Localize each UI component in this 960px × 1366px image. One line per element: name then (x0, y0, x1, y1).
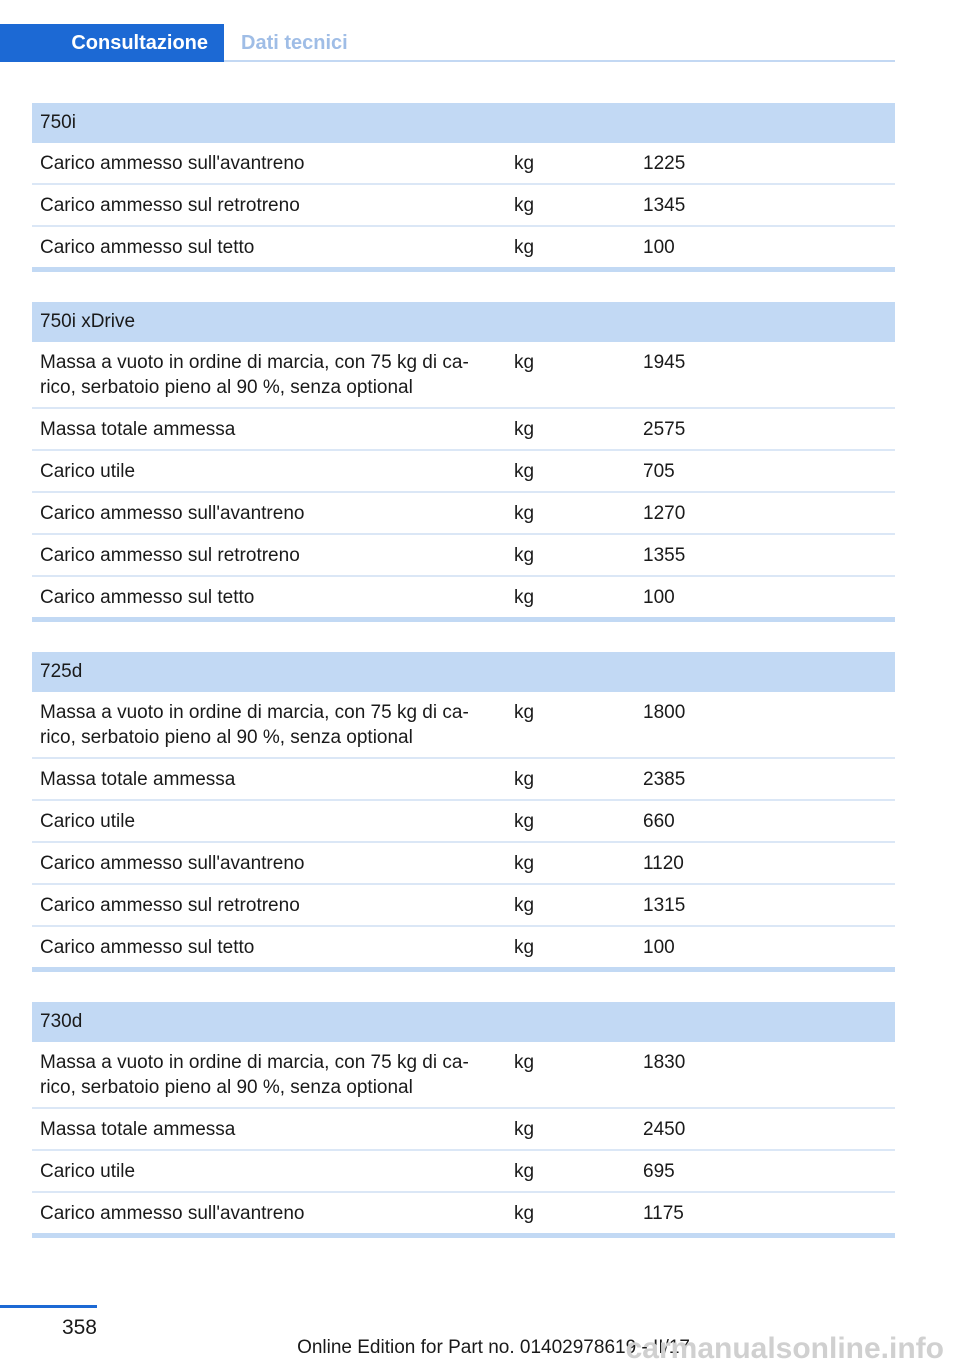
row-label: Carico ammesso sul retrotreno (40, 895, 300, 916)
row-label: Massa totale ammessa (40, 1119, 236, 1140)
row-unit: kg (514, 1203, 535, 1224)
row-unit: kg (514, 937, 535, 958)
row-unit: kg (514, 195, 535, 216)
table-row (32, 885, 895, 927)
row-label: Carico ammesso sul tetto (40, 587, 255, 608)
row-value: 2385 (643, 769, 686, 790)
page-number: 358 (61, 1316, 97, 1339)
spec-table (32, 652, 895, 972)
row-label: Carico ammesso sul tetto (40, 937, 255, 958)
row-value: 100 (643, 937, 675, 958)
row-unit: kg (514, 352, 535, 373)
row-unit: kg (514, 461, 535, 482)
table-row (32, 1109, 895, 1151)
row-label: Carico ammesso sull'avantreno (40, 853, 305, 874)
row-unit: kg (514, 237, 535, 258)
table-row (32, 801, 895, 843)
row-value: 1225 (643, 153, 686, 174)
header-divider (224, 60, 895, 62)
edition-note: Online Edition for Part no. 01402978619 - II/17 (297, 1337, 690, 1358)
table-row (32, 1193, 895, 1238)
row-label: Massa a vuoto in ordine di marcia, con 75 kg di ca‐ rico, serbatoio pieno al 90 %, senza optional (40, 702, 469, 748)
row-unit: kg (514, 503, 535, 524)
footer-divider (0, 1305, 97, 1308)
row-value: 695 (643, 1161, 675, 1182)
row-value: 1175 (643, 1203, 684, 1224)
row-value: 660 (643, 811, 675, 832)
row-label: Carico ammesso sull'avantreno (40, 1203, 305, 1224)
row-unit: kg (514, 1052, 535, 1073)
row-value: 1120 (643, 853, 684, 874)
row-label: Carico utile (40, 1161, 136, 1182)
row-label: Massa totale ammessa (40, 769, 236, 790)
row-unit: kg (514, 811, 535, 832)
table-title: 750i (32, 103, 895, 143)
row-label: Carico ammesso sull'avantreno (40, 503, 305, 524)
table-row (32, 759, 895, 801)
row-label: Carico utile (40, 461, 136, 482)
table-row (32, 535, 895, 577)
table-row (32, 143, 895, 185)
row-unit: kg (514, 1161, 535, 1182)
row-value: 1355 (643, 545, 686, 566)
spec-tables (32, 103, 895, 1268)
row-unit: kg (514, 545, 535, 566)
row-value: 1270 (643, 503, 686, 524)
row-value: 1945 (643, 352, 686, 373)
table-row (32, 227, 895, 272)
row-value: 2575 (643, 419, 686, 440)
row-unit: kg (514, 419, 535, 440)
row-label: Carico ammesso sul retrotreno (40, 545, 300, 566)
row-label: Massa a vuoto in ordine di marcia, con 75 kg di ca‐ rico, serbatoio pieno al 90 %, senza optional (40, 1052, 469, 1098)
row-value: 1315 (643, 895, 686, 916)
tab-consultazione[interactable]: Consultazione (0, 24, 224, 62)
row-value: 705 (643, 461, 675, 482)
row-label: Massa a vuoto in ordine di marcia, con 75 kg di ca‐ rico, serbatoio pieno al 90 %, senza optional (40, 352, 469, 398)
spec-table (32, 302, 895, 622)
table-row (32, 843, 895, 885)
table-row (32, 451, 895, 493)
table-row (32, 1042, 895, 1109)
table-row (32, 1151, 895, 1193)
row-unit: kg (514, 587, 535, 608)
row-value: 1345 (643, 195, 686, 216)
table-title: 750i xDrive (32, 302, 895, 342)
row-unit: kg (514, 1119, 535, 1140)
page-header (0, 24, 895, 62)
row-unit: kg (514, 853, 535, 874)
row-unit: kg (514, 702, 535, 723)
table-row (32, 493, 895, 535)
row-unit: kg (514, 895, 535, 916)
table-row (32, 185, 895, 227)
table-title: 730d (32, 1002, 895, 1042)
row-unit: kg (514, 153, 535, 174)
row-value: 1800 (643, 702, 686, 723)
row-label: Carico ammesso sul tetto (40, 237, 255, 258)
table-row (32, 927, 895, 972)
table-row (32, 342, 895, 409)
row-value: 1830 (643, 1052, 686, 1073)
row-unit: kg (514, 769, 535, 790)
spec-table (32, 1002, 895, 1238)
row-label: Carico ammesso sull'avantreno (40, 153, 305, 174)
tab-dati-tecnici[interactable]: Dati tecnici (241, 31, 348, 54)
row-label: Massa totale ammessa (40, 419, 236, 440)
watermark: carmanualsonline.info (625, 1332, 944, 1365)
row-value: 100 (643, 237, 675, 258)
row-label: Carico ammesso sul retrotreno (40, 195, 300, 216)
row-value: 2450 (643, 1119, 686, 1140)
row-label: Carico utile (40, 811, 136, 832)
table-row (32, 577, 895, 622)
table-title: 725d (32, 652, 895, 692)
spec-table (32, 103, 895, 272)
table-row (32, 409, 895, 451)
table-row (32, 692, 895, 759)
row-value: 100 (643, 587, 675, 608)
